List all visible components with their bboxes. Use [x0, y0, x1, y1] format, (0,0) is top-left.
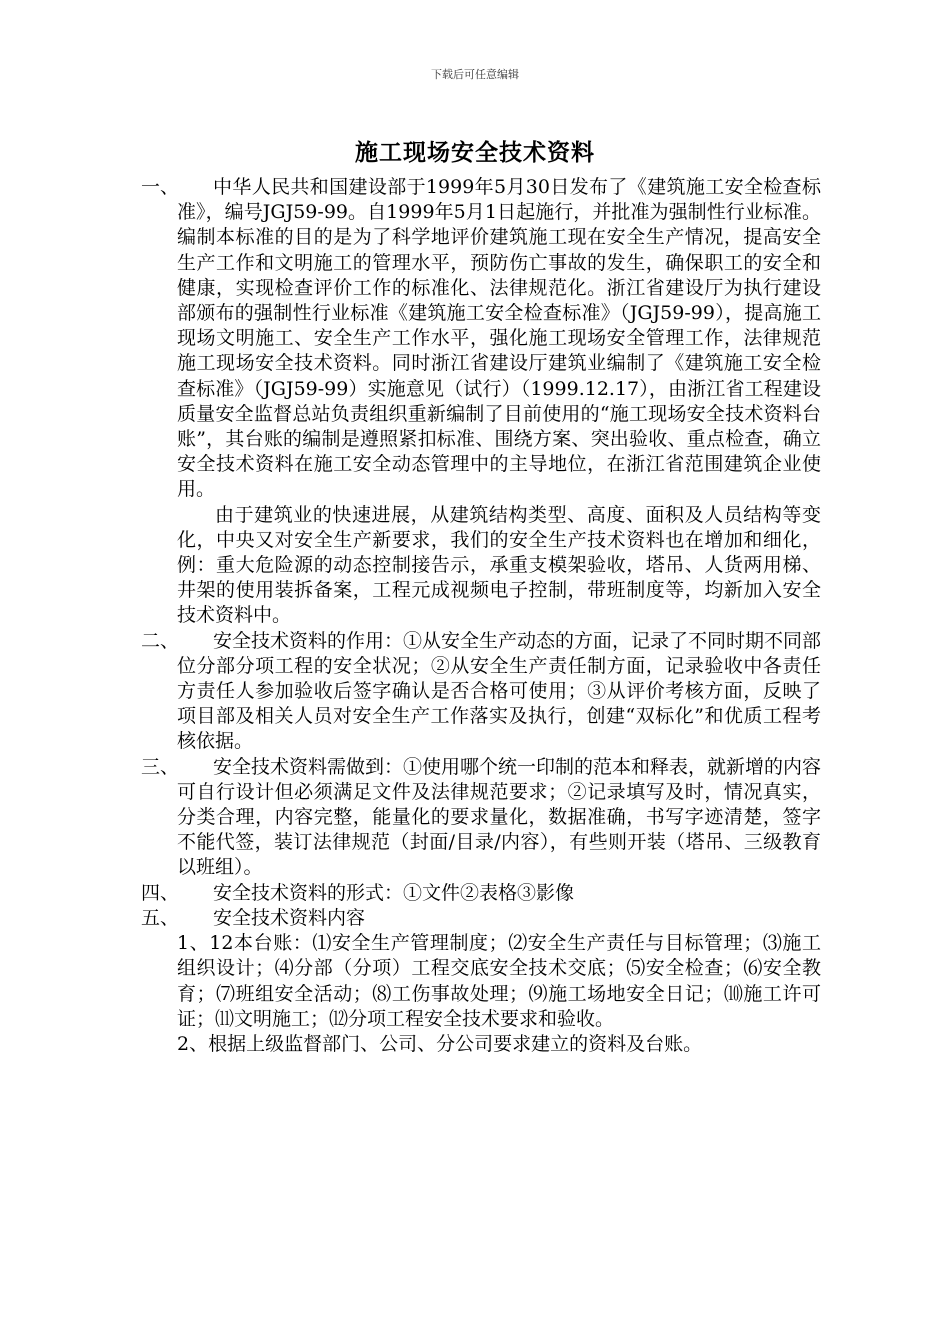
section-2 — [141, 629, 821, 755]
section-text: 安全技术资料内容 — [213, 906, 366, 929]
section-4 — [141, 881, 821, 906]
section-number: 三、 — [141, 755, 180, 778]
section-number: 五、 — [141, 906, 180, 929]
page-header-note: 下载后可任意编辑 — [431, 68, 519, 81]
content-item-1: 1、12本台账：⑴安全生产管理制度；⑵安全生产责任与目标管理；⑶施工组织设计；⑷分部（分项）工程交底安全技术交底；⑸安全检查；⑹安全教育；⑺班组安全活动；⑻工伤事故处理；⑼施工场地安全日记；⑽施工许可证；⑾文明施工；⑿分项工程安全技术要求和验收。 — [177, 932, 821, 1030]
section-number: 一、 — [141, 176, 180, 198]
content-item-2: 2、根据上级监督部门、公司、分公司要求建立的资料及台账。 — [177, 1032, 703, 1055]
section-1-extra-paragraph: 由于建筑业的快速进展，从建筑结构类型、高度、面积及人员结构等变化，中央又对安全生产新要求，我们的安全生产技术资料也在增加和细化，例：重大危险源的动态控制接告示，承重支模架验收，塔吊、人货两用梯、井架的使用装拆备案，工程元成视频电子控制，带班制度等，均新加入安全技术资料中。 — [177, 503, 821, 627]
section-5 — [141, 906, 821, 931]
document-title: 施工现场安全技术资料 — [355, 139, 595, 166]
section-text: 安全技术资料的作用：①从安全生产动态的方面，记录了不同时期不同部位分部分项工程的安全状况；②从安全生产责任制方面，记录验收中各责任方责任人参加验收后签字确认是否合格可使用；③从评价考核方面，反映了项目部及相关人员对安全生产工作落实及执行，创建“双标化”和优质工程考核依据。 — [177, 629, 822, 753]
document-body — [141, 175, 821, 1057]
section-3 — [141, 755, 821, 881]
section-text: 中华人民共和国建设部于1999年5月30日发布了《建筑施工安全检查标准》，编号JGJ59-99。自1999年5月1日起施行，并批准为强制性行业标准。编制本标准的目的是为了科学地评价建筑施工现在安全生产情况，提高安全生产工作和文明施工的管理水平，预防伤亡事故的发生，确保职工的安全和健康，实现检查评价工作的标准化、法律规范化。浙江省建设厅为执行建设部颁布的强制性行业标准《建筑施工安全检查标准》（JGJ59-99），提高施工现场文明施工、安全生产工作水平，强化施工现场安全管理工作，法律规范施工现场安全技术资料。同时浙江省建设厅建筑业编制了《建筑施工安全检查标准》（JGJ59-99）实施意见（试行）（1999.12.17），由浙江省工程建设质量安全监督总站负责组织重新编制了目前使用的“施工现场安全技术资料台账”，其台账的编制是遵照紧扣标准、围绕方案、突出验收、重点检查，确立安全技术资料在施工安全动态管理中的主导地位，在浙江省范围建筑企业使用。 — [177, 176, 821, 501]
section-1 — [141, 175, 821, 503]
section-text: 安全技术资料的形式：①文件②表格③影像 — [213, 881, 575, 904]
section-number: 二、 — [141, 629, 180, 652]
section-text: 安全技术资料需做到：①使用哪个统一印制的范本和释表，就新增的内容可自行设计但必须满足文件及法律规范要求；②记录填写及时，情况真实，分类合理，内容完整，能量化的要求量化，数据准确，书写字迹清楚，签字不能代签，装订法律规范（封面/目录/内容），有些则开装（塔吊、三级教育以班组）。 — [177, 755, 822, 879]
section-number: 四、 — [141, 881, 180, 904]
